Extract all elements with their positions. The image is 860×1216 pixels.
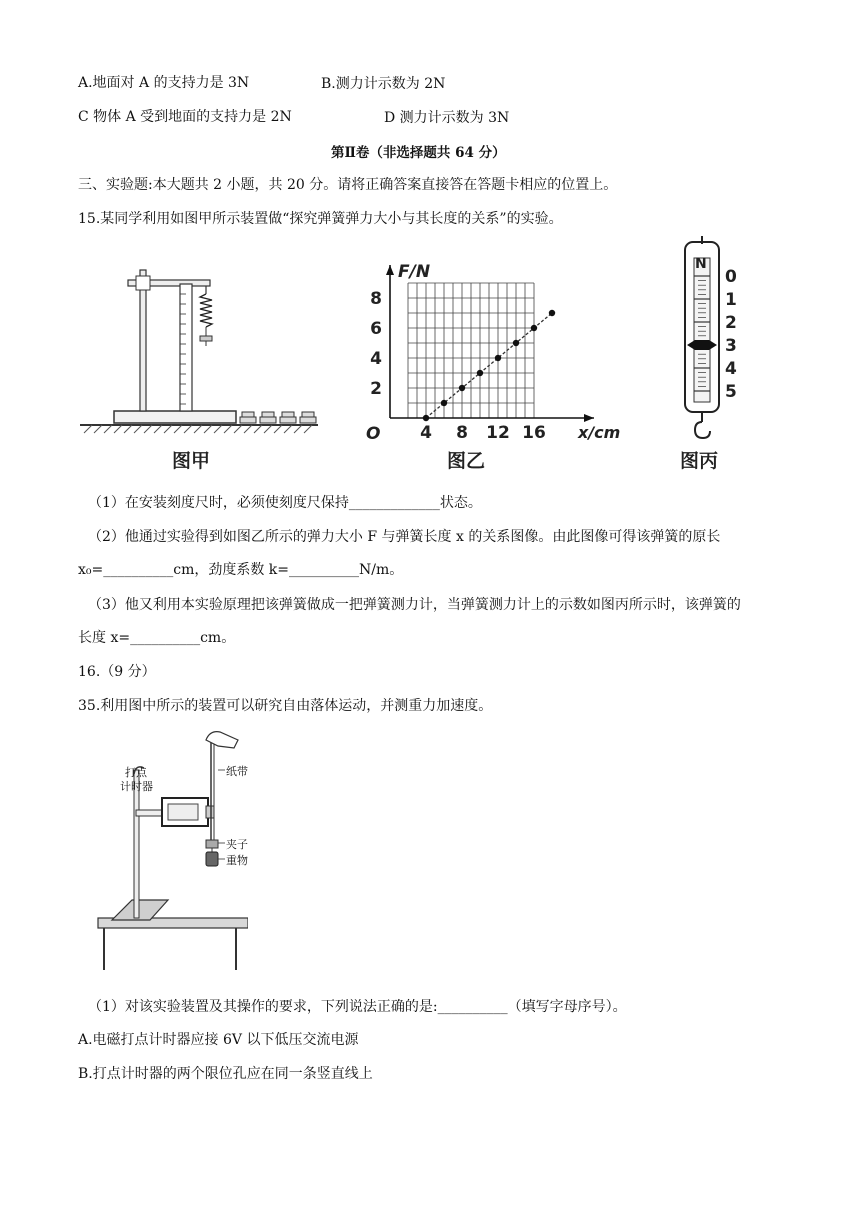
free-fall-figure	[78, 728, 248, 973]
figure-bing-label: 图丙	[680, 450, 719, 472]
q15-part2-line1: （2）他通过实验得到如图乙所示的弹力大小 F 与弹簧长度 x 的关系图像。由此图像可得该弹簧的原长	[88, 529, 721, 545]
figure-jia-label: 图甲	[172, 450, 211, 472]
section-intro: 三、实验题:本大题共 2 小题，共 20 分。请将正确答案直接答在答题卡相应的位置上。	[78, 177, 618, 193]
q15-part2-line2: x₀=__________cm，劲度系数 k=__________N/m。	[78, 562, 404, 578]
q16-option-a: A.电磁打点计时器应接 6V 以下低压交流电源	[78, 1032, 359, 1048]
q15-part3-line2: 长度 x=__________cm。	[78, 630, 236, 646]
q15-stem: 15.某同学利用如图甲所示装置做“探究弹簧弹力大小与其长度的关系”的实验。	[78, 211, 563, 227]
option-d: D 测力计示数为 3N	[384, 110, 510, 126]
label-clip: 夹子	[226, 838, 248, 851]
section-title: 第Ⅱ卷（非选择题共 64 分）	[331, 145, 506, 161]
data-point	[549, 310, 555, 316]
q16-score: 16.（9 分）	[78, 664, 156, 680]
x-tick-label: 8	[456, 423, 468, 443]
scale-label: 0	[725, 267, 737, 287]
scale-label: 1	[725, 290, 737, 310]
label-weight: 重物	[226, 854, 248, 867]
x-axis-label: x/cm	[578, 423, 621, 442]
q15-part3-line1: （3）他又利用本实验原理把该弹簧做成一把弹簧测力计，当弹簧测力计上的示数如图丙所示时，该弹簧的	[88, 597, 741, 613]
x-tick-label: 4	[420, 423, 432, 443]
data-point	[459, 385, 465, 391]
x-axis-arrow	[584, 414, 594, 422]
data-point	[513, 340, 519, 346]
figure-yi-label: 图乙	[447, 450, 486, 472]
x-tick-label: 16	[522, 423, 546, 443]
option-a: A.地面对 A 的支持力是 3N	[78, 75, 250, 91]
y-tick-label: 8	[370, 289, 382, 309]
label-timer-2: 计时器	[120, 780, 153, 793]
x-tick-label: 12	[486, 423, 510, 443]
scale-label: 5	[725, 382, 737, 402]
scale-label: 4	[725, 359, 737, 379]
q15-part1: （1）在安装刻度尺时，必须使刻度尺保持_____________状态。	[88, 495, 482, 511]
origin-label: O	[366, 424, 381, 444]
data-point	[423, 415, 429, 421]
scale-unit: N	[695, 256, 707, 272]
q16-part1: （1）对该实验装置及其操作的要求，下列说法正确的是:__________（填写字母序号）。	[88, 999, 627, 1015]
data-point	[477, 370, 483, 376]
label-tape: 纸带	[226, 765, 248, 778]
q16-option-b: B.打点计时器的两个限位孔应在同一条竖直线上	[78, 1066, 373, 1082]
figure-bing-scale	[675, 236, 765, 446]
scale-label: 2	[725, 313, 737, 333]
y-tick-label: 4	[370, 349, 382, 369]
figure-yi-chart	[360, 258, 640, 448]
data-point	[441, 400, 447, 406]
scale-window	[694, 258, 710, 402]
y-axis-label: F/N	[398, 262, 431, 282]
scale-hook	[695, 422, 710, 438]
scale-label: 3	[725, 336, 737, 356]
data-point	[495, 355, 501, 361]
data-point	[531, 325, 537, 331]
q16-stem: 35.利用图中所示的装置可以研究自由落体运动，并测重力加速度。	[78, 698, 493, 714]
label-timer-1: 打点	[125, 766, 147, 779]
y-tick-label: 6	[370, 319, 382, 339]
option-b: B.测力计示数为 2N	[321, 76, 446, 92]
y-axis-arrow	[386, 265, 394, 275]
y-tick-label: 2	[370, 379, 382, 399]
figure-jia	[78, 262, 328, 442]
option-c: C 物体 A 受到地面的支持力是 2N	[78, 109, 292, 125]
